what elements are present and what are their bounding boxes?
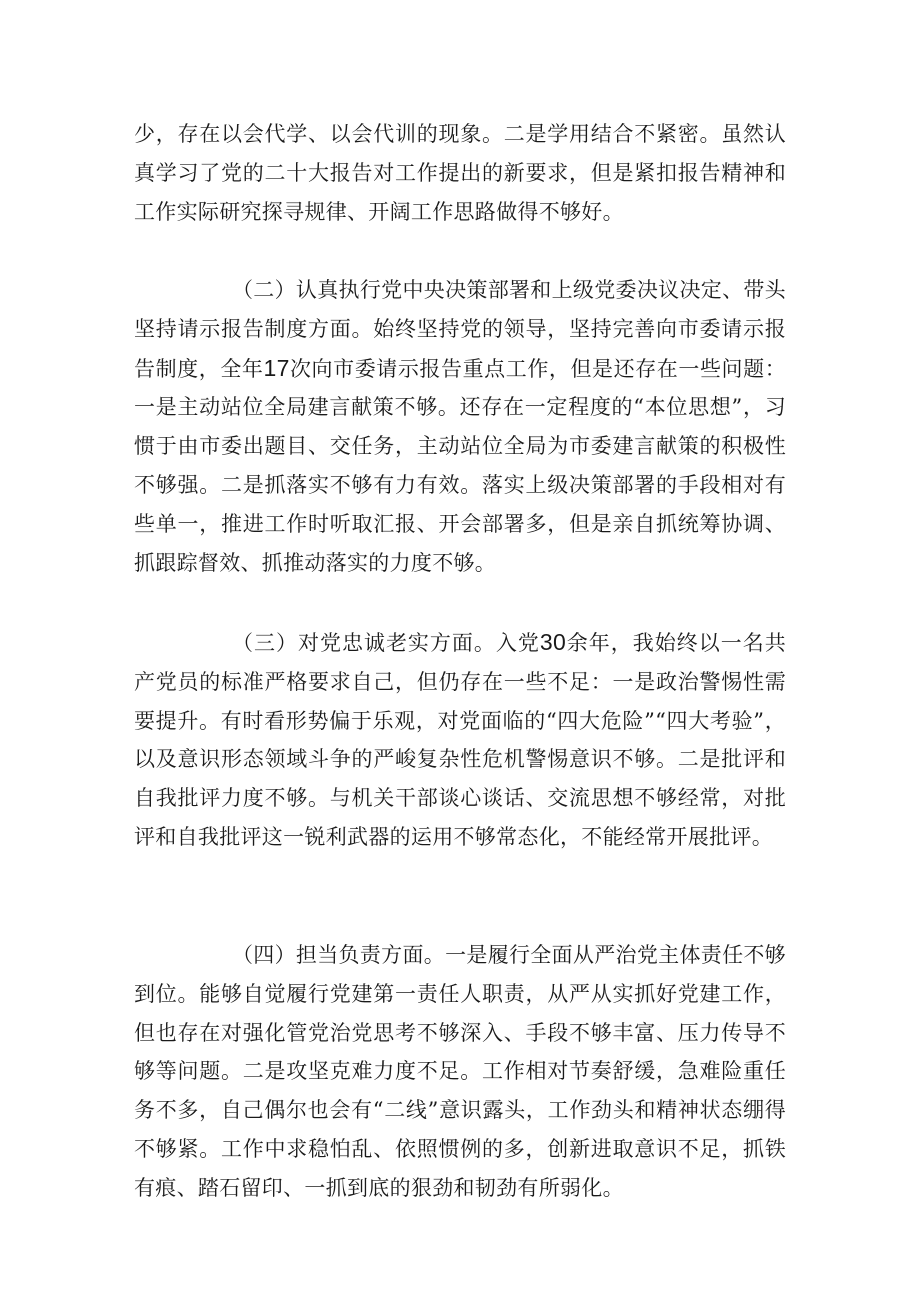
paragraph-section-2-text-after: 次向市委请示报告重点工作，但是还存在一些问题：一是主动站位全局建言献策不够。还存在一定程度的“本位思想”，习惯于由市委出题目、交任务，主动站位全局为市委建言献策的积极性不够强。二是抓落实不够有力有效。落实上级决策部署的手段相对有些单一，推进工作时听取汇报、开会部署多，但是亲自抓统筹协调、抓跟踪督效、抓推动落实的力度不够。 [134,356,786,575]
paragraph-section-3 [134,623,786,857]
paragraph-section-4: （四）担当负责方面。一是履行全面从严治党主体责任不够到位。能够自觉履行党建第一责任人职责，从严从实抓好党建工作，但也存在对强化管党治党思考不够深入、手段不够丰富、压力传导不够等问题。二是攻坚克难力度不足。工作相对节奏舒缓，急难险重任务不多，自己偶尔也会有“二线”意识露头，工作劲头和精神状态绷得不够紧。工作中求稳怕乱、依照惯例的多，创新进取意识不足，抓铁有痕、踏石留印、一抓到底的狠劲和韧劲有所弱化。 [134,943,786,1200]
paragraph-section-2-text-before: （二）认真执行党中央决策部署和上级党委决议决定、带头坚持请示报告制度方面。始终坚持党的领导，坚持完善向市委请示报告制度，全年 [134,278,786,381]
paragraph-section-3-number: 30 [539,629,567,655]
paragraph-section-2-number: 17 [263,354,290,381]
paragraph-section-3-text-after: 余年，我始终以一名共产党员的标准严格要求自己，但仍存在一些不足：一是政治警惕性需要提升。有时看形势偏于乐观，对党面临的“四大危险”“四大考验”，以及意识形态领域斗争的严峻复杂性危机警惕意识不够。二是批评和自我批评力度不够。与机关干部谈心谈话、交流思想不够经常，对批评和自我批评这一锐利武器的运用不够常态化，不能经常开展批评。 [134,631,786,849]
paragraph-section-3-text-before: （三）对党忠诚老实方面。入党 [232,631,540,655]
paragraph-continuation: 少，存在以会代学、以会代训的现象。二是学用结合不紧密。虽然认真学习了党的二十大报告对工作提出的新要求，但是紧扣报告精神和工作实际研究探寻规律、开阔工作思路做得不够好。 [134,122,786,224]
paragraph-section-2 [134,271,786,582]
